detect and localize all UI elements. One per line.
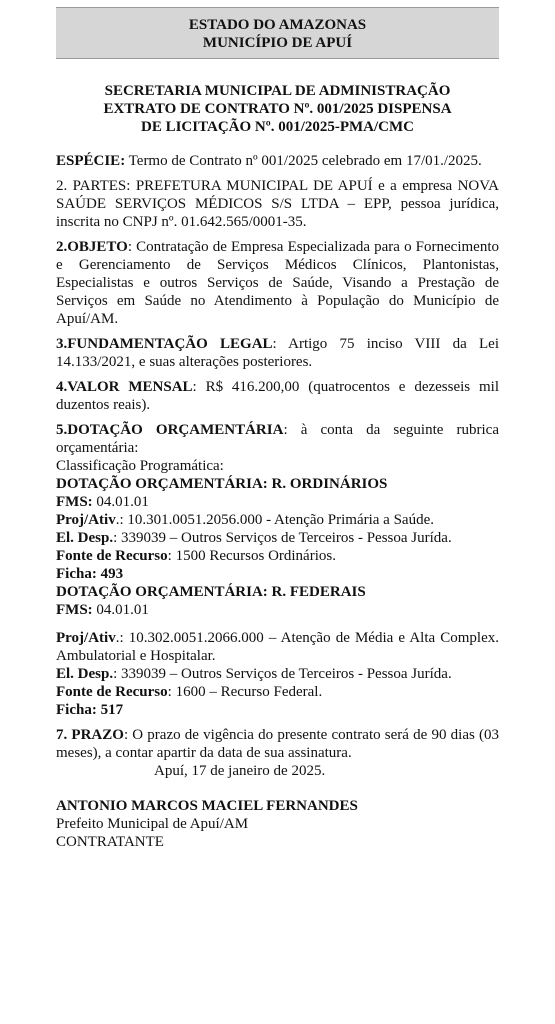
document-title [56,82,499,136]
federais-fonte-label: Fonte de Recurso [56,684,168,700]
document-body [56,152,499,851]
ordinarios-proj-line [56,511,499,529]
especie-label: ESPÉCIE: [56,153,126,169]
document-date: Apuí, 17 de janeiro de 2025. [154,763,326,779]
federais-eldesp-value: : 339039 – Outros Serviços de Terceiros - Pessoa Jurída. [113,666,452,682]
objeto-text: : Contratação de Empresa Especializada para o Fornecimento e Gerenciamento de Serviços Médicos Clínicos, Plantonistas, Especialistas e outros Serviços de Saúde, Visando a Prestação de Serviços em Saúde no Atendimento à População do Município de Apuí/AM. [56,239,499,327]
federais-eldesp-line [56,665,499,683]
federais-proj-value: .: 10.302.0051.2066.000 – Atenção de Média e Alta Complex. Ambulatorial e Hospitalar. [56,630,499,664]
federais-eldesp-label: El. Desp. [56,666,114,682]
prazo-text: : O prazo de vigência do presente contrato será de 90 dias (03 meses), a contar apartir da data de sua assinatura. [56,727,500,761]
title-line-2: EXTRATO DE CONTRATO Nº. 001/2025 DISPENSA [103,101,452,117]
title-line-3: DE LICITAÇÃO Nº. 001/2025-PMA/CMC [141,119,414,135]
federais-fms-label: FMS: [56,602,93,618]
signer-role: Prefeito Municipal de Apuí/AM [56,816,249,832]
federais-ficha: Ficha: 517 [56,702,124,718]
ordinarios-eldesp-line [56,529,499,547]
dotacao-text: : à conta da seguinte rubrica orçamentária: [56,422,499,456]
title-line-1: SECRETARIA MUNICIPAL DE ADMINISTRAÇÃO [104,83,451,99]
ordinarios-fonte-line [56,547,499,565]
ordinarios-eldesp-value: : 339039 – Outros Serviços de Terceiros - Pessoa Jurída. [113,530,452,546]
ordinarios-fms-label: FMS: [56,494,93,510]
ordinarios-fonte-value: : 1500 Recursos Ordinários. [167,548,336,564]
prazo-label: 7. PRAZO [56,727,124,743]
ordinarios-fonte-label: Fonte de Recurso [56,548,168,564]
dotacao-paragraph [56,421,499,457]
dotacao-label: 5.DOTAÇÃO ORÇAMENTÁRIA [56,422,284,438]
signer-party: CONTRATANTE [56,834,164,850]
federais-fms-line [56,601,499,619]
federais-fonte-value: : 1600 – Recurso Federal. [167,684,323,700]
valor-text: : R$ 416.200,00 (quatrocentos e dezesseis mil duzentos reais). [56,379,499,413]
ordinarios-heading: DOTAÇÃO ORÇAMENTÁRIA: R. ORDINÁRIOS [56,476,388,492]
valor-label: 4.VALOR MENSAL [56,379,193,395]
federais-proj-line [56,629,499,665]
especie-paragraph [56,152,499,170]
ordinarios-ficha: Ficha: 493 [56,566,124,582]
header-municipality: MUNICÍPIO DE APUÍ [202,35,353,51]
ordinarios-fms-line [56,493,499,511]
signer-name: ANTONIO MARCOS MACIEL FERNANDES [56,798,358,814]
valor-paragraph [56,378,499,414]
fundamentacao-paragraph [56,335,499,371]
objeto-paragraph [56,238,499,328]
fundamentacao-text: : Artigo 75 inciso VIII da Lei 14.133/2021, e suas alterações posteriores. [56,336,499,370]
partes-text: 2. PARTES: PREFETURA MUNICIPAL DE APUÍ e a empresa NOVA SAÚDE SERVIÇOS MÉDICOS S/S LTDA – EPP, pessoa jurídica, inscrita no CNPJ nº. 01.642.565/0001-35. [56,178,499,230]
ordinarios-fms-value: 04.01.01 [92,494,149,510]
prazo-paragraph [56,726,499,762]
objeto-label: 2.OBJETO [56,239,128,255]
federais-fms-value: 04.01.01 [92,602,149,618]
classificacao-line: Classificação Programática: [56,458,224,474]
header-state: ESTADO DO AMAZONAS [188,17,367,33]
ordinarios-proj-value: .: 10.301.0051.2056.000 - Atenção Primária a Saúde. [115,512,434,528]
fundamentacao-label: 3.FUNDAMENTAÇÃO LEGAL [56,336,273,352]
document-header [56,7,499,59]
federais-heading: DOTAÇÃO ORÇAMENTÁRIA: R. FEDERAIS [56,584,366,600]
federais-fonte-line [56,683,499,701]
especie-text: Termo de Contrato nº 001/2025 celebrado em 17/01./2025. [125,153,482,169]
federais-proj-label: Proj/Ativ [56,630,116,646]
ordinarios-eldesp-label: El. Desp. [56,530,114,546]
ordinarios-proj-label: Proj/Ativ [56,512,116,528]
partes-paragraph [56,177,499,231]
